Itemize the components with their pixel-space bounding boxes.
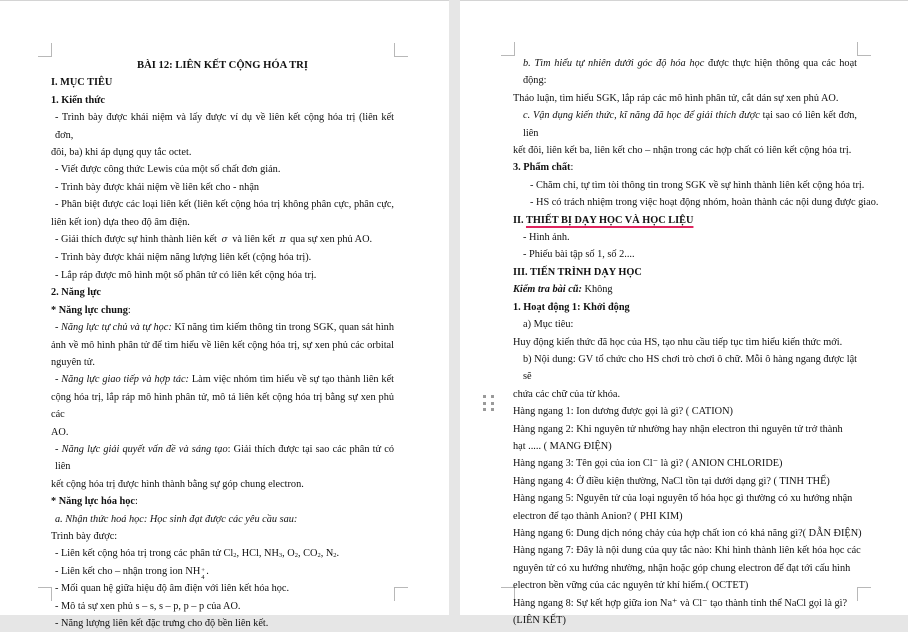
colon: : — [570, 162, 574, 174]
chemistry-item: - Năng lượng liên kết đặc trưng cho độ bền liên kết. — [55, 618, 269, 629]
section-number: II. — [513, 214, 526, 226]
superscript: + — [201, 567, 205, 575]
heading-text: * Năng lực chung — [51, 304, 128, 316]
label: Kiểm tra bài cũ: — [513, 284, 582, 296]
activity-1-heading: 1. Hoạt động 1: Khởi động — [513, 301, 630, 313]
crossword-row-8: Hàng ngang 8: Sự kết hợp giữa ion Na⁺ và Cl⁻ tạo thành tinh thể NaCl gọi là gì? — [513, 597, 848, 609]
knowledge-item-cont: đôi, ba) khi áp dụng quy tắc octet. — [51, 147, 192, 159]
subsection-heading-competency: 2. Năng lực — [51, 287, 101, 299]
knowledge-item: - Trình bày được khái niệm năng lượng liên kết (cộng hóa trị). — [55, 252, 312, 264]
general-competency-heading — [51, 302, 394, 319]
objective-text: Huy động kiến thức đã học của HS, tạo nhu cầu tiếp tục tìm hiểu kiến thức mới. — [513, 336, 843, 348]
chemistry-item: - Mối quan hệ giữa hiệu độ âm điện với liên kết hóa học. — [55, 583, 290, 595]
chemistry-item-c — [513, 107, 857, 142]
crossword-row-2-cont: hạt ..... ( MANG ĐIỆN) — [513, 440, 612, 452]
item-text: được thực hiện thông qua các hoạt động: — [523, 58, 857, 87]
text-segment: , O — [282, 548, 295, 560]
chemistry-item: - Mô tả sự xen phủ s – s, s – p, p – p của AO. — [55, 600, 241, 612]
competency-label: Năng lực giao tiếp và hợp tác: — [61, 374, 189, 386]
check-old-lesson — [513, 281, 857, 298]
competency-self-study: - Năng lực tự chủ và tự học: Kĩ năng tìm kiếm thông tin trong SGK, quan sát hình — [55, 322, 394, 334]
margin-corner-top-left — [38, 43, 52, 57]
crossword-row-1: Hàng ngang 1: Ion dương được gọi là gì? ( CATION) — [513, 406, 733, 418]
colon: : — [127, 304, 131, 316]
crossword-row-6: Hàng ngang 6: Dung dịch nóng chảy của hợp chất ion có khả năng gì?( DẪN ĐIỆN) — [513, 527, 862, 539]
knowledge-item: - Trình bày được khái niệm về liên kết cho - nhận — [55, 181, 260, 193]
margin-corner-top-right — [857, 42, 871, 56]
qualities-heading — [513, 159, 857, 176]
margin-corner-top-left — [501, 42, 515, 56]
crossword-row-5-cont: electron để tạo thành Anion? ( PHI KIM) — [513, 510, 683, 522]
document-page-right[interactable] — [460, 0, 908, 626]
chemistry-item-c-cont: kết đôi, liên kết ba, liên kết cho – nhận trong các hợp chất có liên kết cộng hóa trị. — [513, 145, 852, 157]
text-segment: . — [336, 548, 340, 560]
crossword-row-5: Hàng ngang 5: Nguyên tử của loại nguyên tố hóa học gì thường có xu hướng nhận — [513, 493, 853, 505]
pi-symbol: π — [279, 235, 286, 246]
document-page-left[interactable] — [0, 0, 449, 629]
competency-text: Kĩ năng tìm kiếm thông tin trong SGK, quan sát hình — [171, 322, 394, 334]
knowledge-item-cont: liên kết ion) dựa theo độ âm điện. — [51, 216, 190, 228]
chemistry-competency-heading — [51, 493, 394, 510]
chemistry-item-b-cont: Thảo luận, tìm hiểu SGK, lắp ráp các mô hình phân tử, cắt dán sự xen phủ AO. — [513, 92, 839, 104]
crossword-row-3: Hàng ngang 3: Tên gọi của ion Cl⁻ là gì? ( ANION CHLORIDE) — [513, 458, 783, 470]
charge-notation — [200, 566, 206, 582]
objective-label: a) Mục tiêu: — [523, 319, 574, 331]
competency-communication: - Năng lực giao tiếp và hợp tác: Làm việc nhóm tìm hiểu về sự tạo thành liên kết — [55, 374, 394, 386]
subscript: 3 — [278, 552, 283, 560]
text-segment: , HCl, NH — [236, 548, 279, 560]
competency-problem-solving: - Năng lực giải quyết vấn đề và sáng tạo: Giải thích được tại sao các phân tử có liên — [55, 443, 394, 473]
knowledge-item-sigma-pi — [51, 231, 394, 249]
crossword-row-8-cont: (LIÊN KẾT) — [513, 615, 566, 626]
margin-corner-bottom-right — [394, 587, 408, 601]
crossword-row-2: Hàng ngang 2: Khi nguyên tử nhường hay nhận electron thì nguyên tử trở thành — [513, 423, 843, 435]
item-text: tại sao có liên kết đơn, liên — [523, 110, 857, 139]
item-label: c. Vận dụng kiến thức, kĩ năng đã học để giải thích được — [523, 110, 760, 122]
heading-text: * Năng lực hóa học — [51, 496, 135, 508]
section-heading-process: III. TIẾN TRÌNH DẠY HỌC — [513, 266, 642, 278]
item-label: b. Tìm hiểu tự nhiên dưới góc độ hóa học — [523, 58, 705, 69]
subscript: 4 — [201, 574, 205, 582]
block-drag-handle-icon[interactable] — [483, 395, 495, 413]
competency-cont: kết cộng hóa trị được hình thành bằng sự góp chung electron. — [51, 478, 304, 490]
lesson-title: BÀI 12: LIÊN KẾT CỘNG HÓA TRỊ — [137, 60, 308, 71]
chemistry-item-ammonium — [51, 563, 394, 580]
text-segment: - Liên kết cộng hóa trị trong các phân tử Cl — [55, 548, 234, 560]
content-description-cont: chứa các chữ của từ khóa. — [513, 388, 621, 400]
sigma-symbol: σ — [221, 235, 228, 246]
subsection-heading-knowledge: 1. Kiến thức — [51, 94, 105, 106]
colon: : — [134, 496, 138, 508]
quality-item: - Chăm chỉ, tự tìm tòi thông tin trong SGK về sự hình thành liên kết cộng hóa trị. — [530, 179, 865, 191]
competency-cont: nguyên tử. — [51, 356, 95, 368]
subscript: 2 — [333, 552, 337, 560]
knowledge-item: - Trình bày được khái niệm và lấy được ví dụ về liên kết cộng hóa trị (liên kết đơn, — [55, 112, 394, 141]
text-segment: . — [206, 565, 209, 577]
competency-cont: cộng hóa trị, lắp ráp mô hình phân tử, mô tả liên kết cộng hóa trị bằng sự xen phủ các — [51, 391, 394, 421]
page-right-body[interactable] — [513, 55, 879, 629]
knowledge-item: - Viết được công thức Lewis của một số chất đơn giản. — [55, 164, 281, 176]
equipment-item: - Hình ảnh. — [523, 232, 570, 244]
heading-text: 3. Phẩm chất — [513, 162, 571, 174]
margin-corner-bottom-right — [857, 587, 871, 601]
subscript: 2 — [233, 552, 237, 560]
subscript: 2 — [317, 552, 321, 560]
crossword-row-7-cont: electron bền vững của các nguyên tử khí hiếm.( OCTET) — [513, 580, 749, 592]
competency-text: : Giải thích được tại sao các phân tử có liên — [55, 443, 394, 473]
competency-label: Năng lực tự chủ và tự học: — [61, 322, 172, 334]
margin-corner-bottom-left — [38, 587, 52, 601]
crossword-row-7-cont: nguyên tử có xu hướng nhường, nhận hoặc góp chung electron để đạt tới cấu hình — [513, 562, 851, 574]
text-segment: - Giải thích được sự hình thành liên kết — [55, 234, 217, 246]
crossword-row-7: Hàng ngang 7: Đây là nội dung của quy tắc nào: Khi hình thành liên kết hóa học các — [513, 545, 861, 557]
subscript: 2 — [294, 552, 298, 560]
cognition-heading: a. Nhận thức hoá học: Học sinh đạt được các yêu cầu sau: — [55, 513, 298, 525]
page-left-body[interactable] — [51, 57, 394, 632]
quality-item: - HS có trách nhiệm trong việc hoạt động nhóm, hoàn thành các nội dung được giao. — [530, 197, 879, 209]
section-heading-equipment — [513, 212, 857, 229]
competency-label: Năng lực giải quyết vấn đề và sáng tạo — [61, 443, 228, 455]
equipment-item: - Phiếu bài tập số 1, số 2.... — [523, 249, 635, 261]
competency-text: Làm việc nhóm tìm hiểu về sự tạo thành liên kết — [188, 374, 394, 386]
chemistry-item-molecules — [51, 545, 394, 562]
knowledge-item: - Lắp ráp được mô hình một số phân tử có liên kết cộng hóa trị. — [55, 269, 317, 281]
competency-cont: ảnh về mô hình phân tử để tìm hiểu về liên kết cộng hóa trị, sự xen phủ các orbital — [51, 339, 394, 351]
spellcheck-flagged-text[interactable]: THIẾT BỊ DẠY HỌC VÀ HỌC LIỆU — [525, 214, 694, 226]
present-label: Trình bày được: — [51, 530, 118, 542]
text-segment: , N — [320, 548, 334, 560]
competency-cont: AO. — [51, 426, 69, 438]
margin-corner-top-right — [394, 43, 408, 57]
crossword-row-4: Hàng ngang 4: Ở điều kiện thường, NaCl tồn tại dưới dạng gì? ( TINH THỂ) — [513, 475, 830, 487]
text-segment: qua sự xen phủ AO. — [290, 234, 373, 246]
content-description: b) Nội dung: GV tổ chức cho HS chơi trò chơi ô chữ. Mỗi ô hàng ngang được lật sẽ — [523, 353, 857, 383]
text-segment: , CO — [297, 548, 318, 560]
text-segment: - Liên kết cho – nhận trong ion NH — [55, 565, 201, 577]
text-segment: và liên kết — [232, 234, 276, 246]
knowledge-item: - Phân biệt được các loại liên kết (liên kết cộng hóa trị không phân cực, phân cực, — [55, 199, 394, 211]
section-heading-objectives: I. MỤC TIÊU — [51, 77, 113, 89]
chemistry-item-b — [513, 55, 857, 90]
value: Không — [581, 284, 613, 296]
